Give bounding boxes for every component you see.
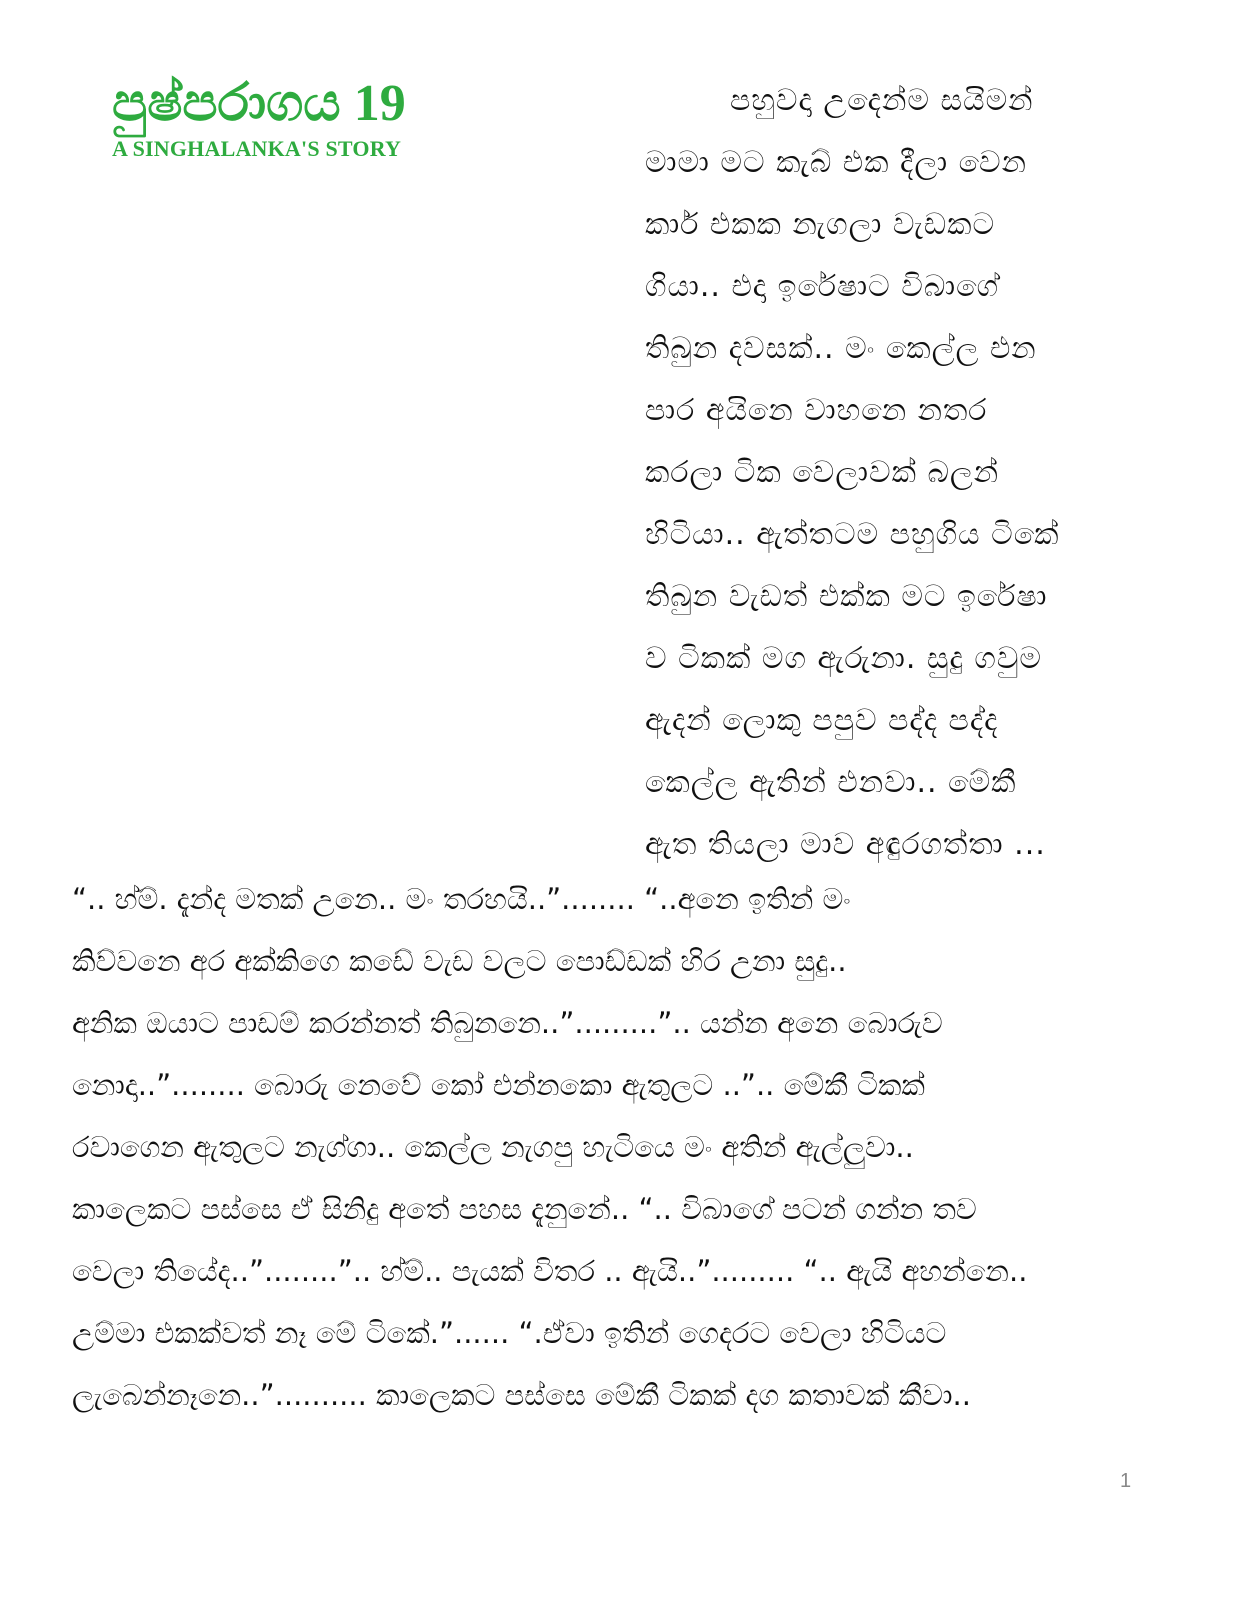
text-line: කිව්වනෙ අර අක්කිගෙ කඩේ වැඩ වලට පොඩ්ඩක් හිර උනා සුදු.. xyxy=(72,944,847,978)
text-line: කරලා ටික වෙලාවක් බලන් xyxy=(645,455,1000,490)
title-block xyxy=(112,72,532,162)
text-line: පහුවදා උදෙන්ම සයිමන් xyxy=(730,83,1034,118)
page-subtitle: A SINGHALANKA'S STORY xyxy=(112,136,402,161)
text-line: තිබුන වැඩත් එක්ක මට ඉරේෂා xyxy=(645,579,1048,614)
text-line: මාමා මට කැබ් එක දීලා වෙන xyxy=(645,145,1027,180)
text-line: ඇත තියලා මාව අඳුරගත්තා ... xyxy=(645,827,1046,862)
text-line: ඇදන් ලොකු පපුව පද්ද පද්ද xyxy=(645,703,999,738)
page-title: පුෂ්පරාගය 19 xyxy=(112,75,406,132)
text-line: ගියා.. එදා ඉරේෂාට විබාගේ xyxy=(645,269,1000,304)
text-line: කාලෙකට පස්සෙ ඒ සිනිදු අතේ පහස දැනුනේ.. “.. විබාගේ පටන් ගන්න තව xyxy=(72,1192,977,1226)
text-line: වෙලා තියේද..”........”.. හ්ම්.. පැයක් විතර .. ඇයි..”......... “.. ඇයි අහන්නෙ.. xyxy=(72,1254,1028,1288)
text-line: උම්මා එකක්වත් නෑ මේ ටිකේ.”...... “.ඒවා ඉතින් ගෙදරට වෙලා හිටියට xyxy=(72,1316,947,1350)
text-line: නොදා..”........ බොරු නෙවේ කෝ එන්නකො ඇතුලට ..”.. මේකී ටිකක් xyxy=(72,1068,925,1102)
page-number: 1 xyxy=(1120,1470,1132,1492)
text-line: හිටියා.. ඇත්තටම පහුගිය ටිකේ xyxy=(645,517,1060,552)
right-column-text xyxy=(645,70,1145,876)
text-line: කාර් එකක නැගලා වැඩකට xyxy=(645,207,996,242)
text-line: ලැබෙන්නෑනෙ..”.......... කාලෙකට පස්සෙ මේකී ටිකක් දග කතාවක් කීවා.. xyxy=(72,1378,971,1412)
text-line: ව ටිකක් මග ඇරුනා. සුදු ගවුම xyxy=(645,641,1042,676)
text-line: රවාගෙන ඇතුලට නැග්ගා.. කෙල්ල නැගපු හැටියෙ මං අතින් ඇල්ලුවා.. xyxy=(72,1130,914,1164)
body-text xyxy=(72,868,1162,1426)
text-line: “.. හ්ම්. දැන්ද මතක් උනෙ.. මං තරහයි..”........ “..අනෙ ඉතින් මං xyxy=(72,882,851,916)
text-line: පාර අයිනෙ වාහනෙ නතර xyxy=(645,393,988,428)
text-line: කෙල්ල ඇතින් එනවා.. මේකී xyxy=(645,765,1017,800)
text-line: තිබුන දවසක්.. මං කෙල්ල එන xyxy=(645,331,1037,366)
text-line: අනික ඔයාට පාඩම් කරන්නත් තිබුනනෙ..”.........”.. යන්න අනෙ බොරුව xyxy=(72,1006,943,1040)
